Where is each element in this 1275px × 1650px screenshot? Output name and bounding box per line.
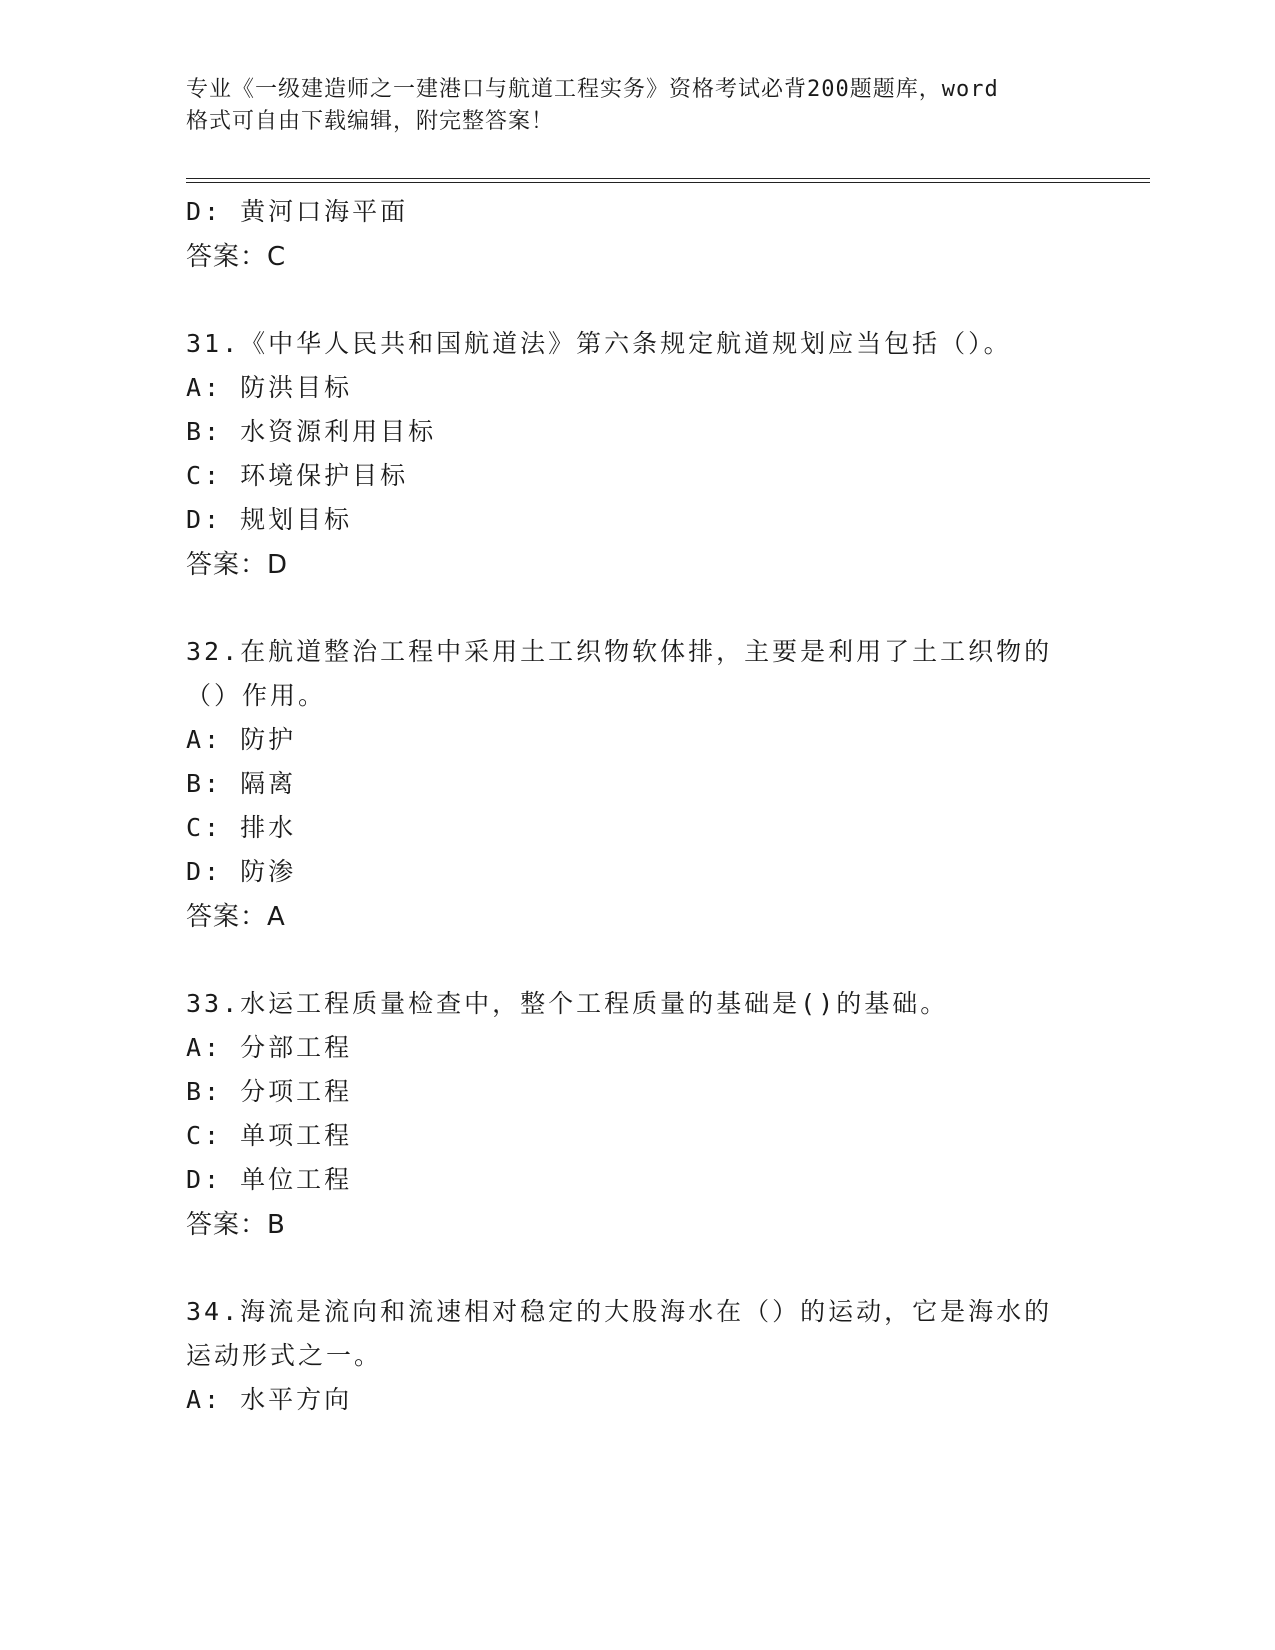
option-d: D: 防渗: [186, 857, 297, 886]
question-31: 31.《中华人民共和国航道法》第六条规定航道规划应当包括（）。: [186, 329, 1012, 358]
document-header: [186, 74, 1066, 138]
option-c: C: 环境保护目标: [186, 461, 409, 490]
header-line-1: 专业《一级建造师之一建港口与航道工程实务》资格考试必背200题题库，word: [186, 77, 999, 102]
header-rule-bottom: [186, 182, 1150, 183]
option-a: A: 水平方向: [186, 1385, 353, 1414]
question-33: 33.水运工程质量检查中，整个工程质量的基础是()的基础。: [186, 989, 949, 1018]
answer: 答案：A: [186, 902, 286, 932]
option-d: D: 单位工程: [186, 1165, 353, 1194]
answer: 答案：B: [186, 1210, 286, 1240]
question-34-continued: 运动形式之一。: [186, 1341, 383, 1370]
answer: 答案：D: [186, 550, 289, 580]
question-32: 32.在航道整治工程中采用土工织物软体排，主要是利用了土工织物的: [186, 637, 1053, 666]
option-b: B: 水资源利用目标: [186, 417, 437, 446]
option-c: C: 排水: [186, 813, 297, 842]
answer: 答案：C: [186, 242, 287, 272]
question-34: 34.海流是流向和流速相对稳定的大股海水在（）的运动，它是海水的: [186, 1297, 1053, 1326]
question-32-continued: （）作用。: [186, 681, 327, 710]
option-d: D: 规划目标: [186, 505, 353, 534]
option-b: B: 隔离: [186, 769, 297, 798]
option-a: A: 防护: [186, 725, 297, 754]
header-rule-top: [186, 178, 1150, 179]
option-d: D: 黄河口海平面: [186, 197, 409, 226]
option-c: C: 单项工程: [186, 1121, 353, 1150]
option-a: A: 防洪目标: [186, 373, 353, 402]
header-line-2: 格式可自由下载编辑，附完整答案！: [186, 109, 555, 134]
option-a: A: 分部工程: [186, 1033, 353, 1062]
option-b: B: 分项工程: [186, 1077, 353, 1106]
